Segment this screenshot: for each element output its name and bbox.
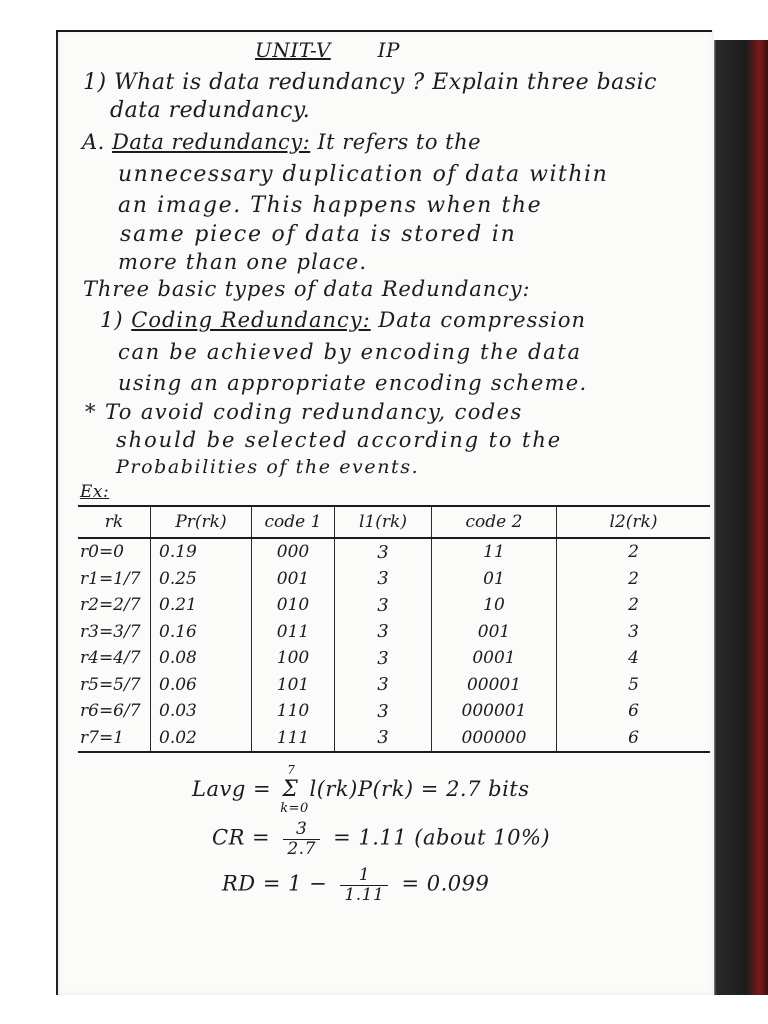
page-top-edge — [56, 30, 712, 32]
answer-line-2: unnecessary duplication of data within — [118, 162, 609, 187]
cell-rk: r3=3/7 — [80, 621, 141, 642]
cell-rk: r0=0 — [80, 542, 125, 563]
cell-l2: 3 — [557, 619, 711, 646]
rd-denominator: 1.11 — [344, 884, 385, 905]
answer-term: Data redundancy: — [112, 130, 311, 154]
header-prob: Pr(rk) — [151, 506, 252, 538]
table-row — [78, 566, 710, 593]
cell-prob: 0.08 — [151, 645, 252, 672]
cell-code1: 011 — [252, 619, 335, 646]
table-row — [78, 592, 710, 619]
coding-line-1 — [100, 308, 586, 332]
cell-code2: 000001 — [432, 698, 557, 725]
cell-prob: 0.21 — [151, 592, 252, 619]
cell-code2: 00001 — [432, 672, 557, 699]
table-row — [78, 672, 710, 699]
sigma-symbol: Σ 7 k=0 — [280, 763, 309, 816]
table-row — [78, 698, 710, 725]
types-heading: Three basic types of data Redundancy: — [83, 277, 531, 301]
table-row — [78, 725, 710, 753]
cr-rhs: = 1.11 (about 10%) — [333, 825, 551, 850]
code-table — [78, 505, 710, 753]
scan-margin-left — [0, 0, 56, 1024]
cell-code2: 001 — [432, 619, 557, 646]
subject-label: IP — [377, 38, 400, 62]
cell-code1: 111 — [252, 725, 335, 753]
cell-prob: 0.06 — [151, 672, 252, 699]
cell-l2: 2 — [557, 592, 711, 619]
coding-line-4: * To avoid coding redundancy, codes — [85, 400, 523, 424]
cell-code2: 0001 — [432, 645, 557, 672]
table-row — [78, 645, 710, 672]
cell-prob: 0.03 — [151, 698, 252, 725]
answer-line-3: an image. This happens when the — [118, 193, 543, 218]
cell-l1: 3 — [335, 672, 432, 699]
rd-rhs: = 0.099 — [401, 871, 490, 896]
rd-lhs: RD = 1 − — [222, 871, 328, 896]
cell-code1: 100 — [252, 645, 335, 672]
lavg-rhs: l(rk)P(rk) = 2.7 bits — [309, 777, 530, 801]
example-label: Ex: — [80, 482, 110, 502]
answer-text: It refers to the — [317, 130, 482, 154]
coding-line-6: Probabilities of the events. — [116, 456, 420, 478]
cell-code1: 000 — [252, 538, 335, 566]
cell-l1: 3 — [335, 645, 432, 672]
cell-l1: 3 — [335, 566, 432, 593]
cell-l1: 3 — [335, 698, 432, 725]
formula-cr — [212, 820, 550, 858]
answer-line-1 — [82, 130, 481, 154]
cr-fraction — [283, 820, 320, 858]
header-code1: code 1 — [252, 506, 335, 538]
cell-code1: 001 — [252, 566, 335, 593]
formula-lavg — [192, 763, 530, 816]
cell-code2: 11 — [432, 538, 557, 566]
scan-margin-corner-bottom — [712, 995, 768, 1024]
cell-code2: 10 — [432, 592, 557, 619]
coding-number: 1) — [100, 308, 124, 332]
cell-rk: r5=5/7 — [80, 674, 141, 695]
cr-numerator: 3 — [283, 820, 320, 840]
header-code2: code 2 — [432, 506, 557, 538]
cell-l2: 2 — [557, 538, 711, 566]
sum-lower-limit: k=0 — [280, 801, 309, 816]
scan-margin-right — [712, 0, 768, 1024]
cell-l1: 3 — [335, 538, 432, 566]
page-title — [255, 38, 400, 62]
header-l2: l2(rk) — [557, 506, 711, 538]
cell-prob: 0.25 — [151, 566, 252, 593]
rd-numerator: 1 — [340, 866, 388, 886]
cell-rk: r4=4/7 — [80, 648, 141, 669]
header-l1: l1(rk) — [335, 506, 432, 538]
cell-l1: 3 — [335, 725, 432, 753]
cr-denominator: 2.7 — [287, 838, 316, 859]
cell-l2: 4 — [557, 645, 711, 672]
coding-line-5: should be selected according to the — [116, 428, 563, 452]
cell-code1: 010 — [252, 592, 335, 619]
cell-prob: 0.16 — [151, 619, 252, 646]
answer-label: A. — [82, 130, 105, 154]
header-rk: rk — [78, 506, 151, 538]
lavg-lhs: Lavg = — [192, 777, 272, 801]
rd-fraction — [340, 866, 388, 904]
coding-text: Data compression — [378, 308, 587, 332]
coding-term: Coding Redundancy: — [131, 308, 371, 332]
coding-line-3: using an appropriate encoding scheme. — [118, 371, 588, 395]
cell-l1: 3 — [335, 592, 432, 619]
cell-prob: 0.19 — [151, 538, 252, 566]
cell-rk: r1=1/7 — [80, 568, 141, 589]
cell-code2: 01 — [432, 566, 557, 593]
question-line-1: 1) What is data redundancy ? Explain three basic — [83, 70, 657, 95]
sum-upper-limit: 7 — [287, 763, 296, 777]
cell-code2: 000000 — [432, 725, 557, 753]
unit-label: UNIT-V — [255, 38, 331, 62]
coding-line-2: can be achieved by encoding the data — [118, 340, 582, 364]
question-line-2: data redundancy. — [110, 98, 311, 123]
cell-rk: r2=2/7 — [80, 595, 141, 616]
cell-prob: 0.02 — [151, 725, 252, 753]
cell-l2: 5 — [557, 672, 711, 699]
formula-rd — [222, 866, 489, 904]
cell-l1: 3 — [335, 619, 432, 646]
table-header-row — [78, 506, 710, 538]
table-row — [78, 619, 710, 646]
cell-rk: r7=1 — [78, 725, 151, 753]
answer-line-5: more than one place. — [118, 250, 368, 274]
cell-rk: r6=6/7 — [80, 701, 141, 722]
cell-code1: 110 — [252, 698, 335, 725]
answer-line-4: same piece of data is stored in — [120, 222, 517, 247]
cell-l2: 6 — [557, 725, 711, 753]
cr-lhs: CR = — [212, 825, 271, 850]
scan-margin-corner-top — [712, 0, 768, 40]
cell-code1: 101 — [252, 672, 335, 699]
table-row — [78, 538, 710, 566]
cell-l2: 2 — [557, 566, 711, 593]
cell-l2: 6 — [557, 698, 711, 725]
